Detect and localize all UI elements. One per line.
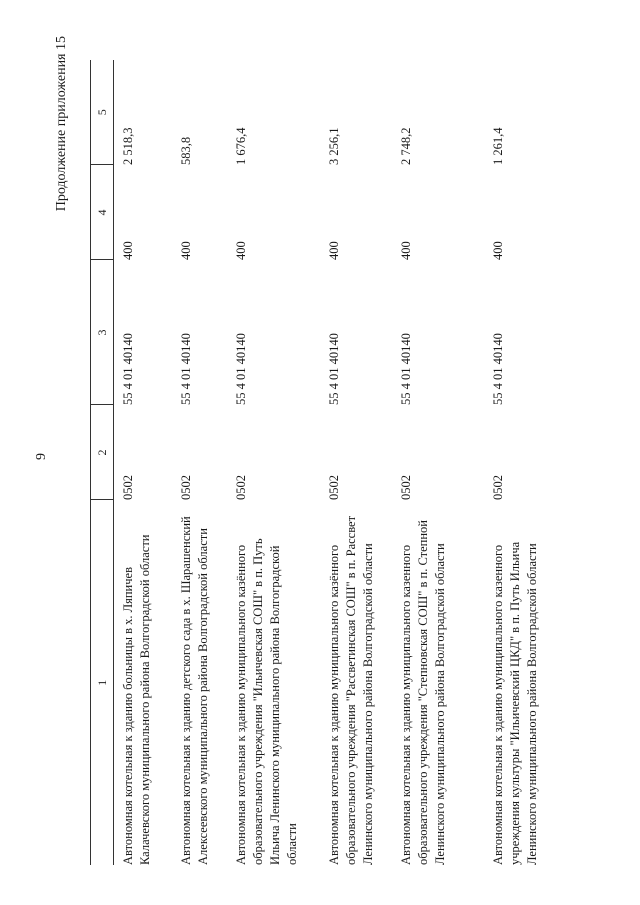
amount: 3 256,1 — [326, 127, 341, 165]
target-article: 55 4 01 40140 — [178, 333, 193, 405]
amount: 2 748,2 — [398, 127, 413, 165]
appendix-table — [90, 60, 554, 865]
object-name: Автономная котельная к зданию муниципального казённого образовательного учреждения "Ильичевская СОШ" в п. Путь Ильича Ленинского муниципального района Волгоградской области — [233, 538, 300, 865]
expense-kind: 400 — [398, 241, 413, 260]
amount: 1 676,4 — [233, 127, 248, 165]
object-name: Автономная котельная к зданию больницы в х. Ляпичев Калачевского муниципального района Волгоградской области — [121, 534, 153, 865]
column-header: 3 — [91, 260, 114, 405]
table-row — [227, 60, 320, 865]
table-header-row — [91, 60, 114, 865]
object-name: Автономная котельная к зданию муниципального казенного образовательного учреждения "Степновская СОШ" в п. Степной Ленинского муниципального района Волгоградской области — [398, 520, 447, 865]
object-name: Автономная котельная к зданию муниципального казенного учреждения культуры "Ильичевский ЦКД" в п. Путь Ильича Ленинского муниципального района Волгоградской области — [490, 541, 539, 865]
expense-kind: 400 — [178, 241, 193, 260]
target-article: 55 4 01 40140 — [490, 333, 505, 405]
column-header: 5 — [91, 60, 114, 165]
expense-kind: 400 — [326, 241, 341, 260]
table-row — [392, 60, 484, 865]
table-row — [114, 60, 172, 865]
target-article: 55 4 01 40140 — [326, 333, 341, 405]
target-article: 55 4 01 40140 — [398, 333, 413, 405]
column-header: 1 — [91, 500, 114, 865]
object-name: Автономная котельная к зданию детского сада в х. Шарашенский Алексеевского муниципального района Волгоградской области — [178, 516, 210, 865]
section-code: 0502 — [490, 475, 505, 500]
expense-kind: 400 — [233, 241, 248, 260]
expense-kind: 400 — [121, 241, 135, 260]
section-code: 0502 — [121, 475, 135, 500]
amount: 583,8 — [178, 136, 193, 165]
section-code: 0502 — [326, 475, 341, 500]
section-code: 0502 — [178, 475, 193, 500]
amount: 2 518,3 — [121, 127, 135, 165]
table-row — [320, 60, 392, 865]
page-number: 9 — [34, 453, 49, 460]
section-code: 0502 — [398, 475, 413, 500]
column-header: 4 — [91, 165, 114, 260]
amount: 1 261,4 — [490, 127, 505, 165]
continuation-title: Продолжение приложения 15 — [54, 36, 69, 212]
target-article: 55 4 01 40140 — [233, 333, 248, 405]
target-article: 55 4 01 40140 — [121, 333, 135, 405]
column-header: 2 — [91, 405, 114, 500]
table-row — [484, 60, 554, 865]
object-name: Автономная котельная к зданию муниципального казённого образовательного учреждения "Рассветинская СОШ" в п. Рассвет Ленинского муниципального района Волгоградской области — [326, 515, 375, 865]
expense-kind: 400 — [490, 241, 505, 260]
table-row — [172, 60, 227, 865]
section-code: 0502 — [233, 475, 248, 500]
